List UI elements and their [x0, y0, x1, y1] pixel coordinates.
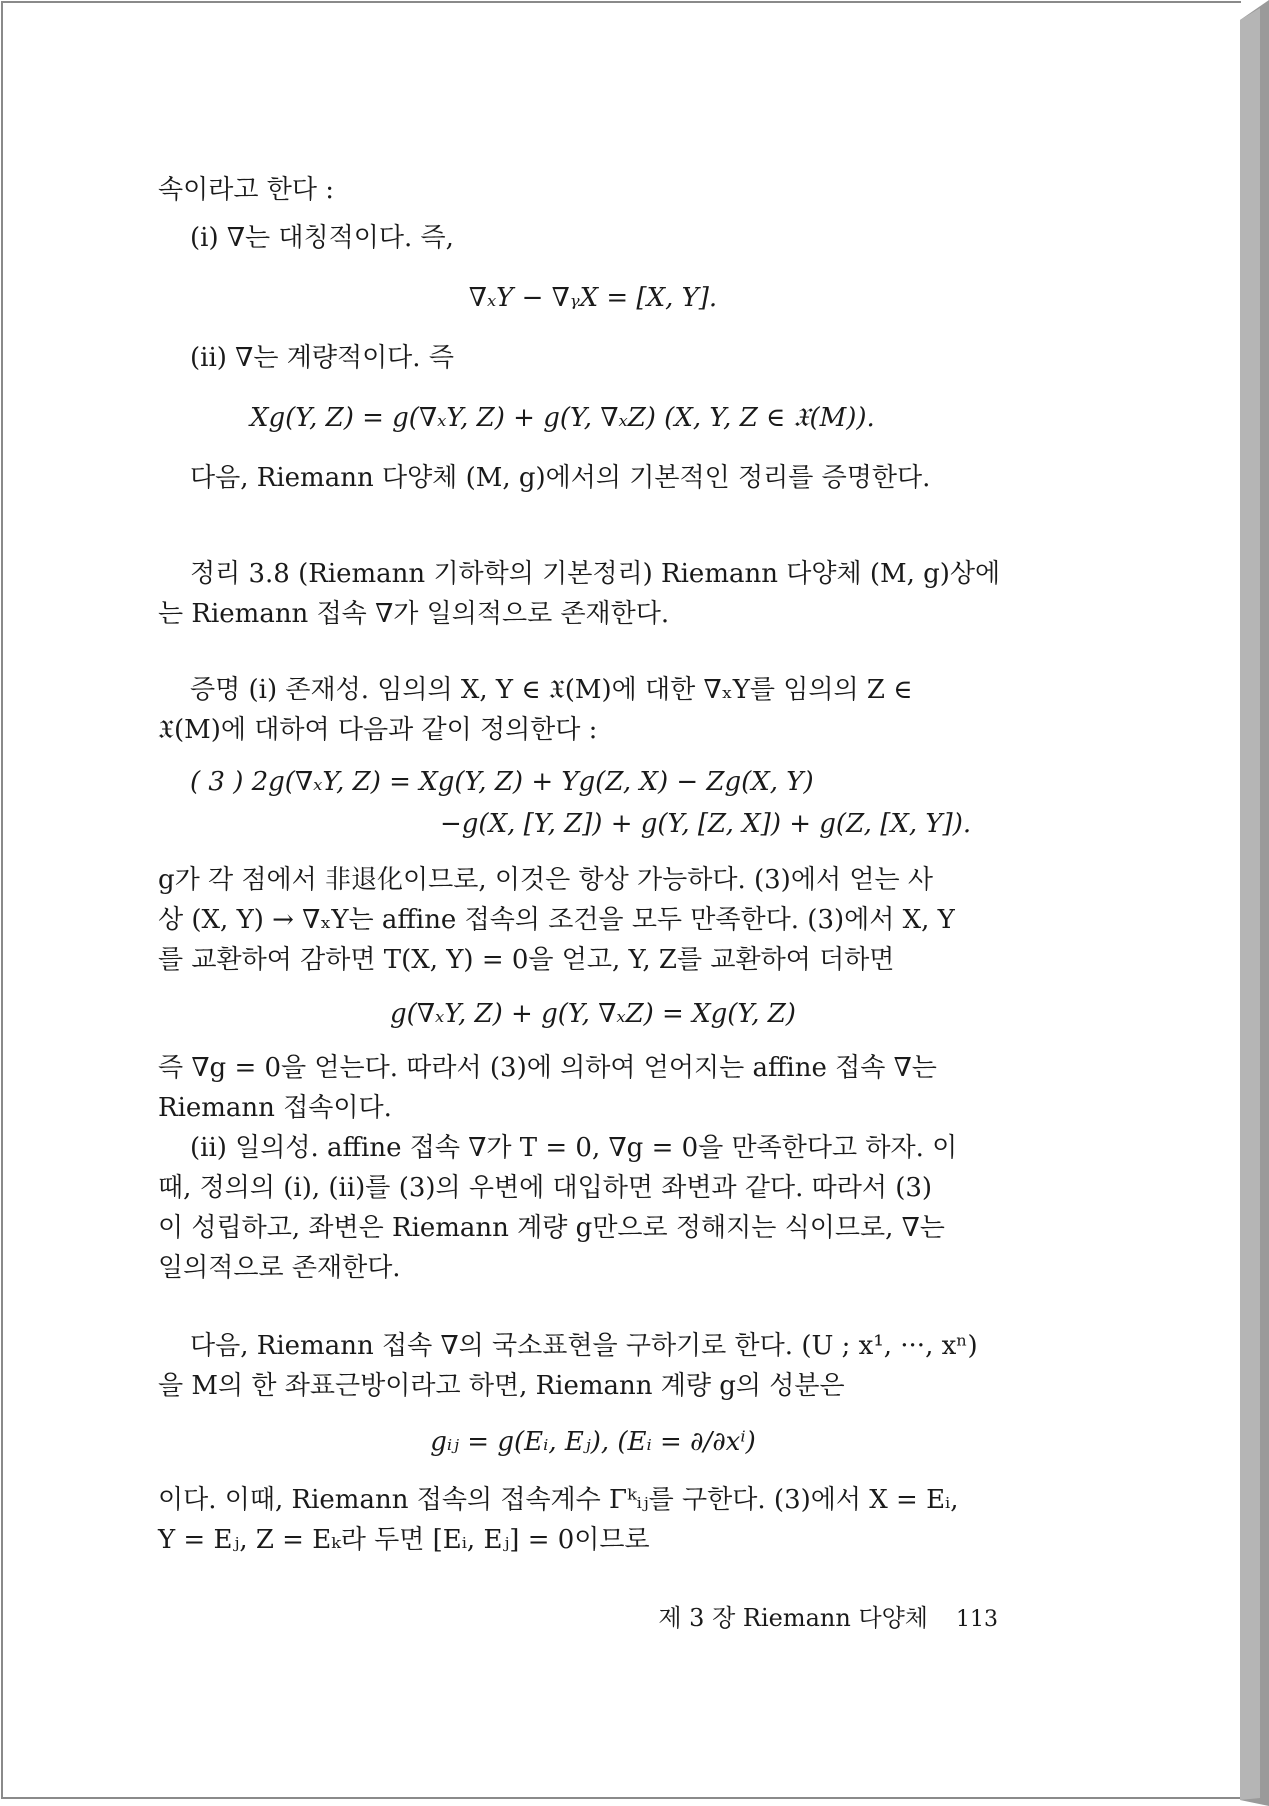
text-line: 다음, Riemann 다양체 (M, g)에서의 기본적인 정리를 증명한다. — [190, 463, 931, 493]
equation-metric-components: gᵢⱼ = g(Eᵢ, Eⱼ), (Eᵢ = ∂/∂xⁱ) — [430, 1427, 756, 1457]
equation-metric: Xg(Y, Z) = g(∇ₓY, Z) + g(Y, ∇ₓZ) (X, Y, Z ∈ 𝔛(M)). — [250, 403, 875, 433]
proof-line: g가 각 점에서 非退化이므로, 이것은 항상 가능하다. (3)에서 얻는 사 — [158, 865, 933, 895]
page-number: 113 — [956, 1607, 998, 1632]
proof-line: 증명 (i) 존재성. 임의의 X, Y ∈ 𝔛(M)에 대한 ∇ₓY를 임의의 Z ∈ — [190, 675, 913, 705]
chapter-title: 제 3 장 Riemann 다양체 — [658, 1604, 928, 1632]
proof-line: 때, 정의의 (i), (ii)를 (3)의 우변에 대입하면 좌변과 같다. 따라서 (3) — [158, 1173, 933, 1203]
page-footer — [158, 1598, 998, 1640]
text-line: 속이라고 한다 : — [158, 175, 334, 205]
equation-3-line-2: −g(X, [Y, Z]) + g(Y, [Z, X]) + g(Z, [X, Y]). — [440, 809, 972, 839]
definition-item-ii: (ii) ∇는 계량적이다. 즉 — [190, 343, 454, 373]
definition-item-i: (i) ∇는 대칭적이다. 즉, — [190, 223, 454, 253]
proof-line: 일의적으로 존재한다. — [158, 1253, 401, 1283]
proof-line: Riemann 접속이다. — [158, 1093, 392, 1123]
text-line: 이다. 이때, Riemann 접속의 접속계수 Γᵏᵢⱼ를 구한다. (3)에서 X = Eᵢ, — [158, 1485, 959, 1515]
proof-line: 를 교환하여 감하면 T(X, Y) = 0을 얻고, Y, Z를 교환하여 더하면 — [158, 945, 895, 975]
proof-line: (ii) 일의성. affine 접속 ∇가 T = 0, ∇g = 0을 만족한다고 하자. 이 — [190, 1133, 958, 1163]
theorem-heading: 정리 3.8 (Riemann 기하학의 기본정리) Riemann 다양체 (M, g)상에 — [190, 559, 1001, 589]
theorem-text: 는 Riemann 접속 ∇가 일의적으로 존재한다. — [158, 599, 670, 629]
proof-line: 𝔛(M)에 대하여 다음과 같이 정의한다 : — [158, 715, 598, 745]
text-line: 을 M의 한 좌표근방이라고 하면, Riemann 계량 g의 성분은 — [158, 1371, 845, 1401]
proof-line: 즉 ∇g = 0을 얻는다. 따라서 (3)에 의하여 얻어지는 affine 접속 ∇는 — [158, 1053, 937, 1083]
equation-metric-compat: g(∇ₓY, Z) + g(Y, ∇ₓZ) = Xg(Y, Z) — [390, 999, 796, 1029]
proof-line: 이 성립하고, 좌변은 Riemann 계량 g만으로 정해지는 식이므로, ∇는 — [158, 1213, 945, 1243]
text-line: 다음, Riemann 접속 ∇의 국소표현을 구하기로 한다. (U ; x¹, ···, xⁿ) — [190, 1331, 978, 1361]
equation-3-line-1: ( 3 ) 2g(∇ₓY, Z) = Xg(Y, Z) + Yg(Z, X) − Zg(X, Y) — [190, 767, 814, 797]
page-edge-shadow — [1200, 0, 1269, 1806]
text-line: Y = Eⱼ, Z = Eₖ라 두면 [Eᵢ, Eⱼ] = 0이므로 — [158, 1525, 650, 1555]
equation-symmetric: ∇ₓY − ∇ᵧX = [X, Y]. — [468, 283, 718, 313]
proof-line: 상 (X, Y) → ∇ₓY는 affine 접속의 조건을 모두 만족한다. (3)에서 X, Y — [158, 905, 955, 935]
